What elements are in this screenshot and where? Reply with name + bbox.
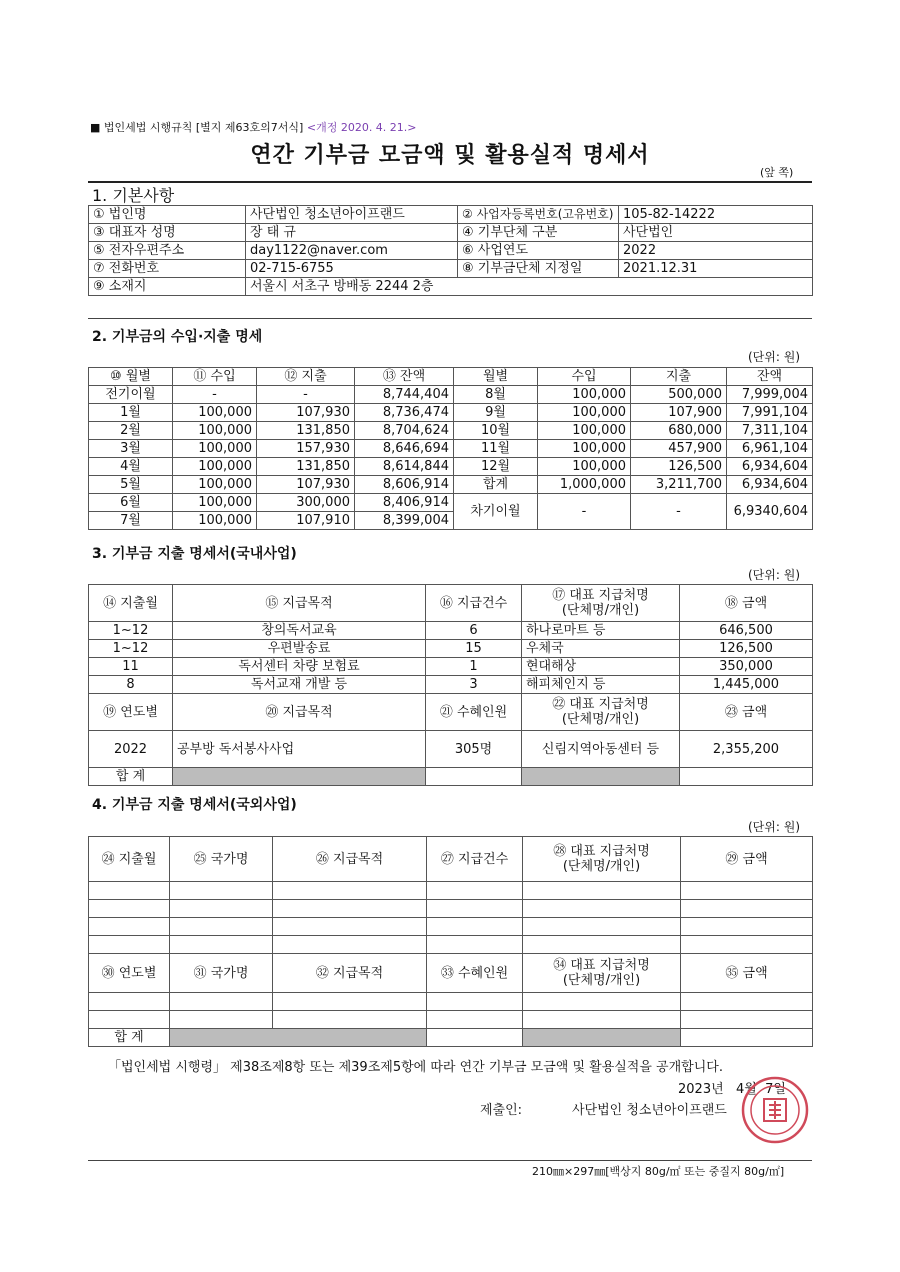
balance-cell: 8,646,694 [355,440,454,458]
submitter-name: 사단법인 청소년아이프랜드 [572,1103,727,1118]
table-row [89,731,813,768]
balance-cell: 8,614,844 [355,458,454,476]
table-row [89,1029,813,1047]
col-header: ⑩ 월별 [89,368,173,386]
income-cell: - [173,386,257,404]
year-cell: 2022 [89,731,173,768]
total-shaded-cell [522,768,680,786]
table-row [89,260,813,278]
balance-cell: 7,999,004 [727,386,813,404]
income-cell: 100,000 [173,440,257,458]
carry-forward-label: 차기이월 [454,494,538,530]
month-cell: 12월 [454,458,538,476]
table-row [89,458,813,476]
month-cell: 11 [89,658,173,676]
carry-expense: - [631,494,727,530]
balance-cell: 7,991,104 [727,404,813,422]
month-cell: 1~12 [89,640,173,658]
section4-unit: (단위: 원) [748,820,800,834]
income-cell: 100,000 [173,458,257,476]
recipient-subheader: (단체명/개인) [562,973,641,988]
table-header-row [89,694,813,731]
table-row [89,206,813,224]
page-title: 연간 기부금 모금액 및 활용실적 명세서 [250,143,650,168]
table-row [89,993,813,1011]
balance-cell: 6,934,604 [727,458,813,476]
section3-unit: (단위: 원) [748,568,800,582]
recipient-cell: 해피체인지 등 [522,676,680,694]
col-header: ㉖ 지급목적 [273,837,427,882]
phone-value: 02-715-6755 [246,260,458,278]
recipient-cell: 하나로마트 등 [522,622,680,640]
corp-name-label: ① 법인명 [89,206,246,224]
purpose-cell: 우편발송료 [173,640,426,658]
table-row [89,768,813,786]
total-shaded-cell [523,1029,681,1047]
total-count-cell [426,768,522,786]
expense-cell: 107,930 [257,404,355,422]
count-cell: 3 [426,676,522,694]
purpose-cell: 독서센터 차량 보험료 [173,658,426,676]
amount-cell: 350,000 [680,658,813,676]
month-cell: 8월 [454,386,538,404]
income-total: 1,000,000 [538,476,631,494]
domestic-expense-table [88,584,813,786]
month-cell: 2월 [89,422,173,440]
total-shaded-cell [170,1029,427,1047]
month-cell: 1~12 [89,622,173,640]
balance-cell: 8,406,914 [355,494,454,512]
org-type-value: 사단법인 [619,224,813,242]
col-header: ㉓ 금액 [680,694,813,731]
table-row [89,242,813,260]
income-cell: 100,000 [538,422,631,440]
expense-total: 3,211,700 [631,476,727,494]
income-cell: 100,000 [173,494,257,512]
submitter-label: 제출인: [480,1103,523,1118]
front-label: (앞 쪽) [760,166,794,179]
official-seal [740,1075,810,1145]
section2-unit: (단위: 원) [748,350,800,364]
recipient-subheader: (단체명/개인) [562,859,641,874]
total-amount-cell [681,1029,813,1047]
basic-info-table [88,205,813,296]
org-type-label: ④ 기부단체 구분 [458,224,619,242]
table-row [89,404,813,422]
table-row [89,440,813,458]
col-header [523,837,681,882]
table-row [89,918,813,936]
amount-cell: 126,500 [680,640,813,658]
col-header [523,954,681,993]
corp-name-value: 사단법인 청소년아이프랜드 [246,206,458,224]
table-header-row [89,585,813,622]
table-row [89,386,813,404]
col-header: ㉗ 지급건수 [427,837,523,882]
balance-cell: 6,961,104 [727,440,813,458]
table-row [89,422,813,440]
col-header: ㉙ 금액 [681,837,813,882]
income-cell: 100,000 [538,440,631,458]
col-header [522,694,680,731]
table-header-row [89,837,813,882]
recipient-subheader: (단체명/개인) [561,603,640,618]
expense-cell: 300,000 [257,494,355,512]
recipient-cell: 신림지역아동센터 등 [522,731,680,768]
total-label: 합 계 [89,768,173,786]
month-cell: 7월 [89,512,173,530]
address-label: ⑨ 소재지 [89,278,246,296]
amount-cell: 2,355,200 [680,731,813,768]
table-row [89,900,813,918]
total-shaded-cell [173,768,426,786]
balance-cell: 8,704,624 [355,422,454,440]
expense-cell: 131,850 [257,458,355,476]
section1-heading: 1. 기본사항 [92,186,175,205]
paper-spec: 210㎜×297㎜[백상지 80g/㎡ 또는 중질지 80g/㎡] [532,1165,785,1178]
table-row [89,640,813,658]
expense-cell: 107,930 [257,476,355,494]
expense-cell: 107,910 [257,512,355,530]
col-header: ⑯ 지급건수 [426,585,522,622]
col-header: ㉟ 금액 [681,954,813,993]
purpose-cell: 공부방 독서봉사사업 [173,731,426,768]
balance-total: 6,934,604 [727,476,813,494]
recipient-cell: 우체국 [522,640,680,658]
amount-cell: 646,500 [680,622,813,640]
rep-name-value: 장 태 규 [246,224,458,242]
col-header: ⑫ 지출 [257,368,355,386]
rep-name-label: ③ 대표자 성명 [89,224,246,242]
expense-cell: - [257,386,355,404]
col-header: 월별 [454,368,538,386]
phone-label: ⑦ 전화번호 [89,260,246,278]
col-header: ㉚ 연도별 [89,954,170,993]
col-header: 잔액 [727,368,813,386]
col-header: ㉔ 지출월 [89,837,170,882]
designation-date-value: 2021.12.31 [619,260,813,278]
carry-balance: 6,9340,604 [727,494,813,530]
fiscal-year-value: 2022 [619,242,813,260]
col-header: ⑪ 수입 [173,368,257,386]
table-row [89,476,813,494]
month-cell: 6월 [89,494,173,512]
recipient-header: ㉘ 대표 지급처명 [553,844,650,859]
month-cell: 9월 [454,404,538,422]
income-cell: 100,000 [538,386,631,404]
col-header: ㉜ 지급목적 [273,954,427,993]
purpose-cell: 독서교재 개발 등 [173,676,426,694]
purpose-cell: 창의독서교육 [173,622,426,640]
table-row [89,224,813,242]
total-label: 합 계 [89,1029,170,1047]
month-cell: 10월 [454,422,538,440]
form-ref-text: ■ 법인세법 시행규칙 [별지 제63호의7서식] [90,121,304,134]
col-header: ⑬ 잔액 [355,368,454,386]
carry-income: - [538,494,631,530]
balance-cell: 8,744,404 [355,386,454,404]
expense-cell: 680,000 [631,422,727,440]
month-cell: 1월 [89,404,173,422]
col-header: ⑮ 지급목적 [173,585,426,622]
form-revision: <개정 2020. 4. 21.> [306,121,417,134]
recipient-header: ㉒ 대표 지급처명 [552,697,649,712]
expense-cell: 107,900 [631,404,727,422]
biz-no-label: ② 사업자등록번호(고유번호) [458,206,619,224]
count-cell: 15 [426,640,522,658]
table-row [89,658,813,676]
month-cell: 8 [89,676,173,694]
recipient-header: ㉞ 대표 지급처명 [553,958,650,973]
total-count-cell [427,1029,523,1047]
count-cell: 1 [426,658,522,676]
income-expense-table [88,367,813,530]
address-value: 서울시 서초구 방배동 2244 2층 [246,278,813,296]
section4-heading: 4. 기부금 지출 명세서(국외사업) [92,797,297,813]
designation-date-label: ⑧ 기부금단체 지정일 [458,260,619,278]
balance-cell: 7,311,104 [727,422,813,440]
table-row [89,676,813,694]
seal-icon [740,1075,810,1145]
col-header: ㉑ 수혜인원 [426,694,522,731]
income-cell: 100,000 [173,512,257,530]
expense-cell: 457,900 [631,440,727,458]
income-cell: 100,000 [538,458,631,476]
table-row [89,882,813,900]
balance-cell: 8,606,914 [355,476,454,494]
recipient-subheader: (단체명/개인) [561,712,640,727]
col-header [522,585,680,622]
form-reference [90,119,417,135]
col-header: ⑲ 연도별 [89,694,173,731]
table-row [89,278,813,296]
total-label: 합계 [454,476,538,494]
submission-date: 2023년 4월 7일 [678,1082,786,1097]
month-cell: 5월 [89,476,173,494]
col-header: ⑳ 지급목적 [173,694,426,731]
income-cell: 100,000 [538,404,631,422]
biz-no-value: 105-82-14222 [619,206,813,224]
disclosure-statement: 「법인세법 시행령」 제38조제8항 또는 제39조제5항에 따라 연간 기부금 모금액 및 활용실적을 공개합니다. [108,1060,723,1075]
recipient-header: ⑰ 대표 지급처명 [552,588,649,603]
table-header-row [89,954,813,993]
expense-cell: 157,930 [257,440,355,458]
expense-cell: 131,850 [257,422,355,440]
section3-heading: 3. 기부금 지출 명세서(국내사업) [92,546,297,562]
month-cell: 3월 [89,440,173,458]
table-header-row [89,368,813,386]
col-header: ㉝ 수혜인원 [427,954,523,993]
col-header: 수입 [538,368,631,386]
total-amount-cell [680,768,813,786]
month-cell: 4월 [89,458,173,476]
income-cell: 100,000 [173,476,257,494]
email-label: ⑤ 전자우편주소 [89,242,246,260]
table-row [89,622,813,640]
income-cell: 100,000 [173,404,257,422]
income-cell: 100,000 [173,422,257,440]
col-header: ⑭ 지출월 [89,585,173,622]
balance-cell: 8,736,474 [355,404,454,422]
col-header: ㉛ 국가명 [170,954,273,993]
col-header: ⑱ 금액 [680,585,813,622]
balance-cell: 8,399,004 [355,512,454,530]
amount-cell: 1,445,000 [680,676,813,694]
fiscal-year-label: ⑥ 사업연도 [458,242,619,260]
month-cell: 전기이월 [89,386,173,404]
recipient-cell: 현대해상 [522,658,680,676]
table-row [89,1011,813,1029]
count-cell: 6 [426,622,522,640]
overseas-expense-table [88,836,813,1047]
month-cell: 11월 [454,440,538,458]
col-header: ㉕ 국가명 [170,837,273,882]
col-header: 지출 [631,368,727,386]
expense-cell: 126,500 [631,458,727,476]
expense-cell: 500,000 [631,386,727,404]
table-row [89,494,813,512]
table-row [89,936,813,954]
section2-heading: 2. 기부금의 수입·지출 명세 [92,329,263,345]
email-value: day1122@naver.com [246,242,458,260]
beneficiaries-cell: 305명 [426,731,522,768]
